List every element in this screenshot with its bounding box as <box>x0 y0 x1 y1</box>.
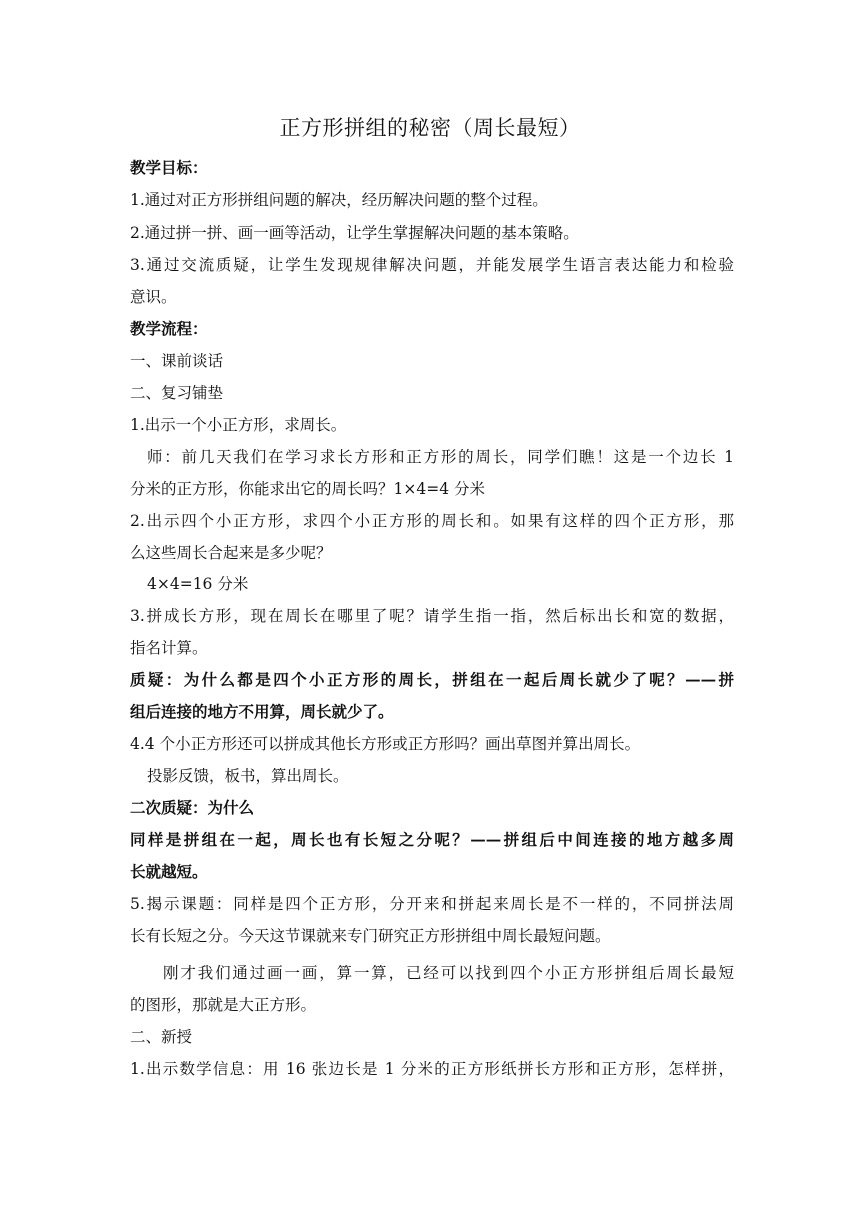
document-title: 正方形拼组的秘密（周长最短） <box>279 116 581 140</box>
text-line: 指名计算。 <box>130 639 208 657</box>
text-line: 意识。 <box>130 288 177 306</box>
text-line: 2.出示四个小正方形，求四个小正方形的周长和。如果有这样的四个正方形，那 <box>130 512 734 530</box>
bold-question-line: 长就越短。 <box>130 862 208 881</box>
text-line: 5.揭示课题：同样是四个正方形，分开来和拼起来周长是不一样的，不同拼法周 <box>130 895 734 913</box>
text-line: 投影反馈，板书，算出周长。 <box>147 767 349 785</box>
bold-question-line: 质疑：为什么都是四个小正方形的周长，拼组在一起后周长就少了呢？——拼 <box>130 670 734 689</box>
bold-question-line: 组后连接的地方不用算，周长就少了。 <box>130 702 394 721</box>
section-heading: 一、课前谈话 <box>130 352 224 370</box>
text-line: 师：前几天我们在学习求长方形和正方形的周长，同学们瞧！这是一个边长 1 <box>147 448 734 466</box>
text-line: 4.4 个小正方形还可以拼成其他长方形或正方形吗？画出草图并算出周长。 <box>130 735 641 753</box>
text-line: 分米的正方形，你能求出它的周长吗？1×4=4 分米 <box>130 480 485 498</box>
section-heading: 二、复习铺垫 <box>130 384 224 402</box>
section-heading: 二、新授 <box>130 1028 193 1046</box>
text-line: 的图形，那就是大正方形。 <box>130 996 317 1014</box>
bold-question-line: 二次质疑：为什么 <box>130 798 255 817</box>
text-line: 1.出示一个小正方形，求周长。 <box>130 416 347 434</box>
bold-question-line: 同样是拼组在一起，周长也有长短之分呢？——拼组后中间连接的地方越多周 <box>130 830 734 849</box>
text-line: 刚才我们通过画一画，算一算，已经可以找到四个小正方形拼组后周长最短 <box>163 964 734 982</box>
text-line: 2.通过拼一拼、画一画等活动，让学生掌握解决问题的基本策略。 <box>130 224 579 242</box>
heading-process: 教学流程： <box>130 319 208 338</box>
text-line: 1.通过对正方形拼组问题的解决，经历解决问题的整个过程。 <box>130 191 548 209</box>
text-line: 长有长短之分。今天这节课就来专门研究正方形拼组中周长最短问题。 <box>130 927 611 945</box>
text-line: 么这些周长合起来是多少呢？ <box>130 544 332 562</box>
text-line: 3.通过交流质疑，让学生发现规律解决问题，并能发展学生语言表达能力和检验 <box>130 256 734 274</box>
text-line: 3.拼成长方形，现在周长在哪里了呢？请学生指一指，然后标出长和宽的数据， <box>130 607 734 625</box>
text-line: 4×4=16 分米 <box>147 575 249 593</box>
text-line: 1.出示数学信息：用 16 张边长是 1 分米的正方形纸拼长方形和正方形，怎样拼， <box>130 1060 734 1078</box>
heading-objectives: 教学目标： <box>130 158 208 177</box>
